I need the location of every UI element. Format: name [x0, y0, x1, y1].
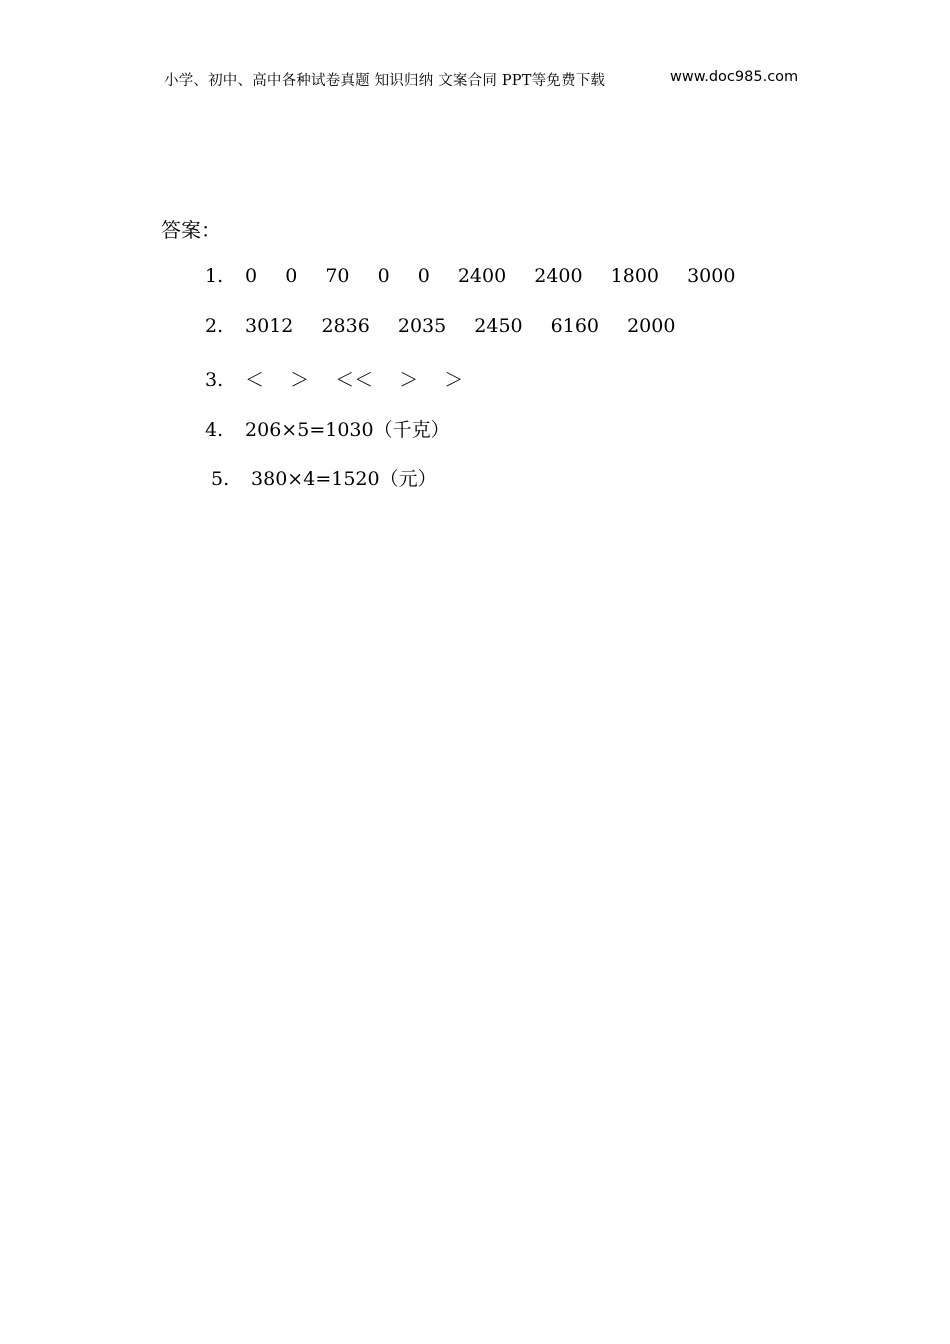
answer-line-3 — [205, 365, 483, 392]
answer-number: 3. — [205, 369, 224, 391]
answer-item: 2450 — [474, 315, 523, 337]
answer-line-5 — [211, 464, 437, 491]
answer-item: 3012 — [245, 315, 294, 337]
answer-item: ＞ — [290, 369, 310, 391]
header-url: www.doc985.com — [670, 69, 799, 85]
answer-item: ＜ — [245, 369, 265, 391]
answer-line-4 — [205, 415, 450, 442]
answers-title: 答案： — [161, 218, 221, 242]
answer-line-2 — [205, 315, 697, 337]
answer-item: 1800 — [610, 265, 660, 287]
answer-item: 2035 — [397, 315, 447, 337]
answer-items — [245, 265, 757, 287]
answer-item: 2836 — [321, 315, 370, 337]
answer-item: 2400 — [457, 265, 507, 287]
answer-item: 2400 — [534, 265, 583, 287]
answer-text: 380×4=1520（元） — [251, 468, 437, 490]
answer-item: 6160 — [550, 315, 600, 337]
answer-line-1 — [205, 265, 757, 287]
answer-item: 0 — [285, 265, 298, 287]
answer-item: 0 — [377, 265, 390, 287]
answer-item: ＞ — [399, 369, 419, 391]
answer-item: ＞ — [444, 369, 464, 391]
answer-items — [245, 315, 697, 337]
answer-item: ＜＜ — [335, 369, 374, 391]
answer-item: 2000 — [627, 315, 676, 337]
answer-items — [245, 369, 483, 391]
answer-item: 70 — [325, 265, 350, 287]
answer-text: 206×5=1030（千克） — [245, 419, 450, 441]
header-tagline: 小学、初中、高中各种试卷真题 知识归纳 文案合同 PPT等免费下载 — [164, 73, 606, 89]
answer-item: 3000 — [687, 265, 736, 287]
answer-number: 2. — [205, 315, 224, 337]
answer-number: 5. — [211, 468, 230, 490]
answer-item: 0 — [245, 265, 258, 287]
answer-number: 1. — [205, 265, 224, 287]
answer-item: 0 — [417, 265, 430, 287]
answer-number: 4. — [205, 419, 224, 441]
